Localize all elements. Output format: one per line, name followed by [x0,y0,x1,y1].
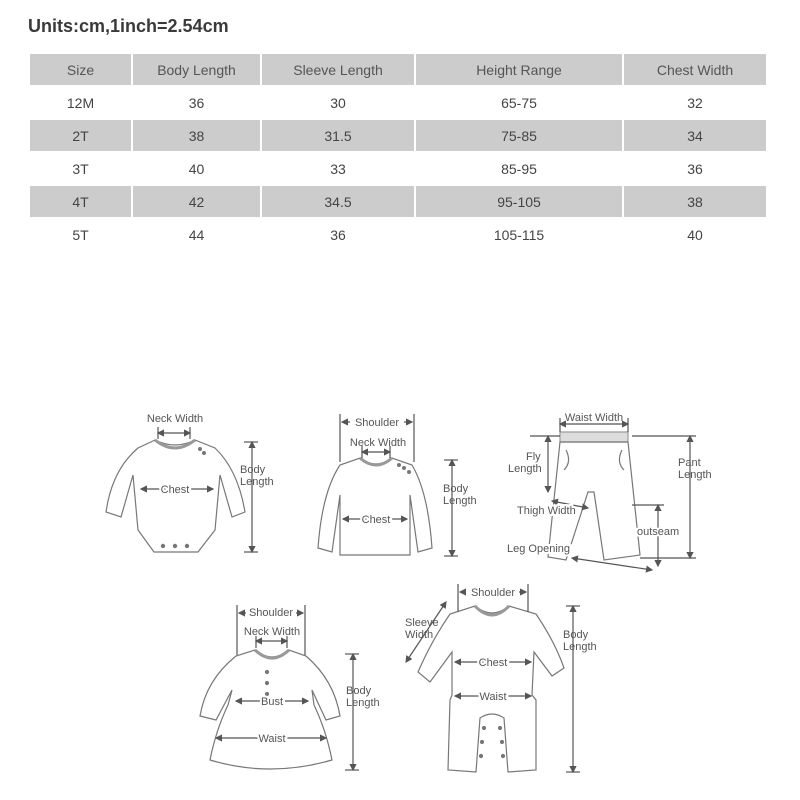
sweater-length-label: Length [443,495,477,507]
pants-waist-width-label: Waist Width [564,412,624,424]
cell-chest-width: 34 [624,120,766,151]
pants-fly-length-label: Length [508,463,542,475]
cell-body-length: 38 [133,120,260,151]
cell-chest-width: 38 [624,186,766,217]
header-height-range: Height Range [416,54,622,85]
cell-sleeve-length: 31.5 [262,120,414,151]
romper-collar [475,606,509,615]
cell-height-range: 95-105 [416,186,622,217]
romper-width-label: Width [405,629,434,641]
dress-bust-label: Bust [260,696,284,708]
dress-collar [255,650,289,658]
cell-height-range: 75-85 [416,120,622,151]
sweater-collar [360,458,392,465]
bodysuit-length-label: Length [240,476,274,488]
sweater-diagram [318,414,458,556]
romper-length-label: Length [563,641,597,653]
dress-waist-label: Waist [258,733,286,745]
romper-diagram [406,584,580,772]
sweater-neck-width-label: Neck Width [349,437,407,449]
bodysuit-chest-label: Chest [160,484,190,496]
cell-chest-width: 32 [687,94,703,111]
sweater-body-label: Body [443,483,469,495]
cell-height-range: 65-75 [501,94,537,111]
cell-body-length: 42 [133,186,260,217]
romper-chest-label: Chest [478,657,508,669]
cell-size: 5T [72,226,89,243]
cell-body-length: 36 [188,94,205,111]
cell-size: 2T [30,120,131,151]
cell-sleeve-length: 33 [330,160,346,177]
bodysuit-collar [155,440,195,448]
pants-outseam-label: outseam [637,526,680,538]
cell-height-range: 85-95 [501,160,537,177]
header-sleeve-length: Sleeve Length [262,54,414,85]
header-size: Size [30,54,131,85]
pants-fly-label: Fly [526,451,541,463]
header-body-length: Body Length [133,54,260,85]
cell-height-range: 105-115 [493,226,545,243]
romper-shoulder-label: Shoulder [470,587,516,599]
pants-thigh-width-label: Thigh Width [517,505,576,517]
bodysuit-outline [106,440,245,552]
dress-body-label: Body [346,685,372,697]
sweater-chest-label: Chest [361,514,391,526]
cell-size: 12M [66,94,95,111]
romper-sleeve-label: Sleeve [405,617,439,629]
bodysuit-neck-width-label: Neck Width [146,413,204,425]
header-chest-width: Chest Width [624,54,766,85]
sweater-shoulder-label: Shoulder [354,417,400,429]
pants-pant-length-label: Length [678,469,712,481]
dress-outline [200,650,340,769]
pants-leg-opening-arrow [572,558,652,570]
sweater-outline [318,458,432,555]
cell-sleeve-length: 30 [330,94,346,111]
cell-sleeve-length: 34.5 [262,186,414,217]
cell-size: 3T [72,160,89,177]
pants-pant-label: Pant [678,457,701,469]
dress-shoulder-label: Shoulder [248,607,294,619]
pants-waistband [560,432,628,442]
romper-outline [418,606,564,772]
romper-body-label: Body [563,629,589,641]
bodysuit-body-label: Body [240,464,266,476]
romper-waist-label: Waist [479,691,507,703]
cell-body-length: 44 [188,226,205,243]
cell-chest-width: 40 [687,226,703,243]
cell-body-length: 40 [188,160,205,177]
cell-sleeve-length: 36 [330,226,346,243]
cell-size: 4T [30,186,131,217]
cell-chest-width: 36 [687,160,703,177]
dress-neck-width-label: Neck Width [243,626,301,638]
units-note: Units:cm,1inch=2.54cm [28,16,229,36]
dress-length-label: Length [346,697,380,709]
pants-leg-opening-label: Leg Opening [507,543,570,555]
